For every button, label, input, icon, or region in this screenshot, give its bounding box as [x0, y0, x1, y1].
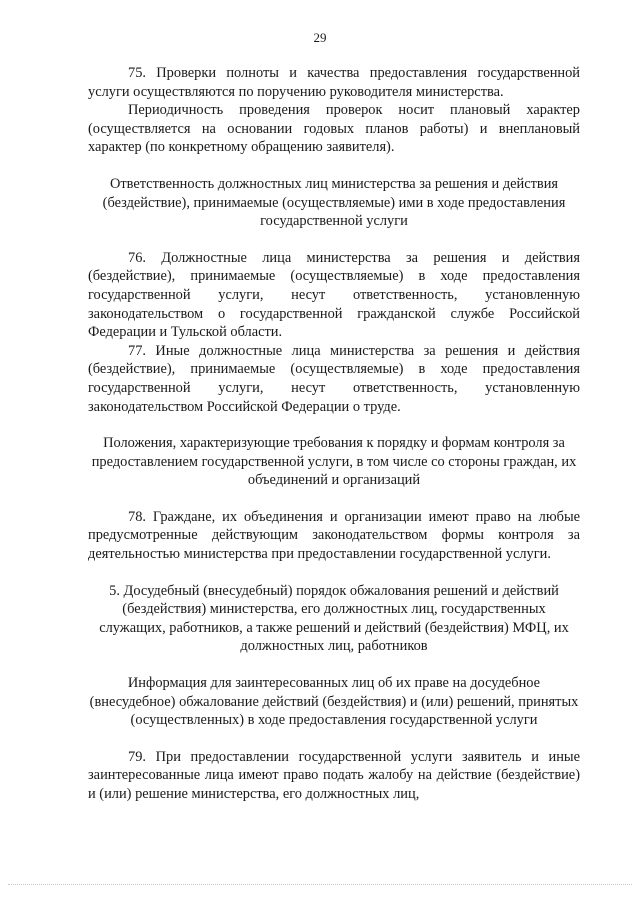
paragraph-periodicity: Периодичность проведения проверок носит плановый характер (осуществляется на основании годовых планов работы) и внеплановый характер (по конкретному обращению заявителя).: [88, 102, 580, 156]
scan-artifact-line: [8, 884, 632, 886]
document-body: [88, 64, 580, 804]
section-heading-control: Положения, характеризующие требования к порядку и формам контроля за предоставлением государственной услуги, в том числе со стороны граждан, их объединений и организаций: [91, 435, 577, 489]
paragraph-77: 77. Иные должностные лица министерства за решения и действия (бездействие), принимаемые (осуществляемые) в ходе предоставления государственной услуги, несут ответственность, установленную законодательством Российской Федерации о труде.: [88, 342, 580, 415]
section-heading-appeal: 5. Досудебный (внесудебный) порядок обжалования решений и действий (бездействия) министерства, его должностных лиц, государственных служащих, работников, а также решений и действий (бездействия) МФЦ, их должностных лиц, работников: [99, 582, 569, 655]
paragraph-75: 75. Проверки полноты и качества предоставления государственной услуги осуществляются по поручению руководителя министерства.: [88, 65, 580, 100]
paragraph-78: 78. Граждане, их объединения и организации имеют право на любые предусмотренные действующим законодательством формы контроля за деятельностью министерства при предоставлении государственной услуги.: [88, 508, 580, 563]
paragraph-79: 79. При предоставлении государственной услуги заявитель и иные заинтересованные лица имеют право подать жалобу на действие (бездействие) и (или) решение министерства, его должностных лиц,: [88, 748, 580, 802]
section-heading-responsibility: Ответственность должностных лиц министерства за решения и действия (бездействие), принимаемые (осуществляемые) ими в ходе предоставления государственной услуги: [102, 175, 566, 230]
page-number: 29: [313, 30, 327, 45]
section-heading-information: Информация для заинтересованных лиц об их праве на досудебное (внесудебное) обжалование действий (бездействия) и (или) решений, принятых (осуществленных) в ходе предоставления государственной услуги: [89, 675, 579, 729]
paragraph-76: 76. Должностные лица министерства за решения и действия (бездействие), принимаемые (осуществляемые) в ходе предоставления государственной услуги, несут ответственность, установленную законодательством о государственной гражданской службе Российской Федерации и Тульской области.: [88, 249, 580, 341]
